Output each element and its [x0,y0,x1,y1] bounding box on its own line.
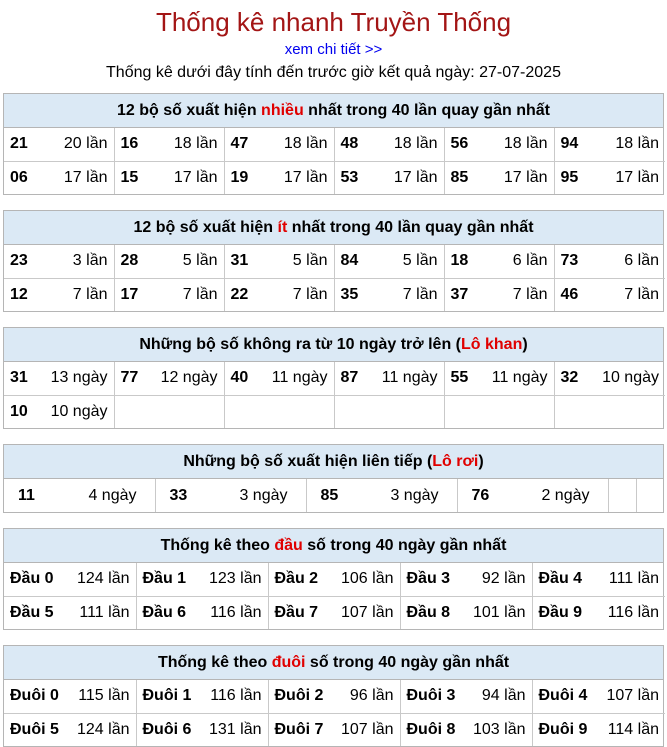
count-value: 13 ngày [50,369,108,387]
table-row [4,479,665,512]
count-value: 12 ngày [160,369,218,387]
number-label: Đuôi 7 [274,720,324,738]
stat-cell [114,362,224,395]
count-value: 7 lần [292,285,328,303]
stat-cell [4,161,114,194]
stat-cell [4,713,136,746]
stat-cell [532,680,665,713]
count-value: 3 ngày [390,486,439,504]
stat-cell [532,596,665,629]
count-value: 116 lần [210,687,262,705]
count-value: 17 lần [63,168,108,186]
stat-cell [224,362,334,395]
stat-cell [444,128,554,161]
page-title: Thống kê nhanh Truyền Thống [155,7,512,37]
stat-cell [4,563,136,596]
stat-cell [136,596,268,629]
lo-khan-table [4,362,665,428]
number-label: Đầu 5 [10,603,54,621]
stat-cell [334,278,444,311]
section-heading: Những bộ số xuất hiện liên tiếp (Lô rơi) [4,445,663,479]
count-value: 94 lần [481,687,526,705]
count-value: 107 lần [606,687,659,705]
empty-cell [636,479,665,512]
least-frequent-section [3,210,664,312]
count-value: 111 lần [79,603,130,621]
count-value: 7 lần [182,285,218,303]
most-frequent-table [4,128,665,194]
number-label: 46 [560,285,579,303]
table-row [4,161,665,194]
stat-cell [136,680,268,713]
stat-cell [532,713,665,746]
dau-table [4,563,665,629]
count-value: 5 lần [402,252,438,270]
number-label: Đầu 7 [274,603,319,621]
count-value: 18 lần [615,135,659,153]
stat-cell [4,596,136,629]
count-value: 17 lần [283,168,328,186]
dau-section [3,528,664,630]
number-label: 95 [560,168,579,186]
number-label: Đầu 4 [538,570,583,588]
stat-cell [268,680,400,713]
number-label: 53 [340,168,359,186]
number-label: Đuôi 3 [406,687,456,705]
stat-cell [444,245,554,278]
stat-cell [554,278,665,311]
stat-cell [400,680,532,713]
stat-cell [114,278,224,311]
count-value: 18 lần [173,135,218,153]
duoi-table [4,680,665,746]
number-label: 31 [10,369,28,387]
table-row [4,596,665,629]
table-row [4,680,665,713]
number-label: 15 [120,168,139,186]
number-label: 33 [169,486,188,504]
count-value: 116 lần [607,603,659,621]
stat-cell [268,713,400,746]
count-value: 5 lần [182,252,218,270]
stat-cell [114,161,224,194]
stat-cell [268,563,400,596]
stat-cell [4,128,114,161]
stat-cell [457,479,608,512]
stat-cell [554,161,665,194]
count-value: 10 ngày [602,369,659,387]
count-value: 3 lần [72,252,108,270]
duoi-section [3,645,664,747]
stat-cell [4,245,114,278]
count-value: 20 lần [63,135,108,153]
count-value: 18 lần [393,135,438,153]
stat-cell [268,596,400,629]
number-label: 37 [450,285,469,303]
lo-roi-section [3,444,664,513]
number-label: Đầu 0 [10,570,54,588]
count-value: 107 lần [341,720,394,738]
stat-cell [4,362,114,395]
count-value: 7 lần [512,285,548,303]
number-label: 16 [120,135,139,153]
number-label: 85 [450,168,469,186]
number-label: 87 [340,369,359,387]
detail-link[interactable]: xem chi tiết >> [284,41,383,58]
count-value: 11 ngày [491,369,548,387]
stat-cell [224,278,334,311]
stat-cell [334,395,444,428]
stat-cell [4,395,114,428]
number-label: 77 [120,369,139,387]
stat-cell [334,128,444,161]
number-label: Đuôi 8 [406,720,456,738]
stat-cell [114,395,224,428]
number-label: 10 [10,402,28,420]
number-label: 40 [230,369,249,387]
count-value: 11 ngày [381,369,438,387]
number-label: Đuôi 5 [10,720,59,738]
number-label: 11 [18,486,35,504]
stat-cell [136,713,268,746]
section-heading: Thống kê theo đuôi số trong 40 ngày gần nhất [4,646,663,680]
stat-cell [400,596,532,629]
stat-cell [136,563,268,596]
number-label: 73 [560,252,579,270]
stat-cell [444,161,554,194]
number-label: Đuôi 0 [10,687,59,705]
number-label: Đầu 3 [406,570,451,588]
number-label: 85 [320,486,339,504]
count-value: 116 lần [210,603,262,621]
stat-cell [532,563,665,596]
number-label: 48 [340,135,359,153]
table-row [4,278,665,311]
section-heading: Thống kê theo đầu số trong 40 ngày gần nhất [4,529,663,563]
least-frequent-table [4,245,665,311]
stat-cell [224,161,334,194]
number-label: Đuôi 2 [274,687,324,705]
stat-cell [400,713,532,746]
stat-cell [114,128,224,161]
stat-cell [4,479,155,512]
lo-roi-table [4,479,665,512]
number-label: 94 [560,135,579,153]
stat-cell [554,245,665,278]
count-value: 107 lần [341,603,394,621]
lo-khan-section [3,327,664,429]
number-label: Đuôi 1 [142,687,192,705]
empty-cell [608,479,636,512]
stat-cell [306,479,457,512]
number-label: 32 [560,369,579,387]
stat-cell [224,245,334,278]
number-label: Đầu 2 [274,570,319,588]
stat-cell [554,128,665,161]
stat-cell [155,479,306,512]
stat-cell [334,161,444,194]
count-value: 17 lần [615,168,659,186]
count-value: 124 lần [77,570,130,588]
count-value: 10 ngày [50,402,108,420]
count-value: 111 lần [608,570,659,588]
count-value: 2 ngày [541,486,590,504]
count-value: 18 lần [503,135,548,153]
number-label: 47 [230,135,249,153]
count-value: 6 lần [512,252,548,270]
stat-cell [334,245,444,278]
count-value: 17 lần [173,168,218,186]
number-label: Đầu 6 [142,603,187,621]
number-label: 21 [10,135,28,153]
number-label: 28 [120,252,139,270]
stat-cell [114,245,224,278]
number-label: 31 [230,252,249,270]
count-value: 123 lần [209,570,262,588]
section-heading: 12 bộ số xuất hiện nhiều nhất trong 40 lần quay gần nhất [4,94,663,128]
stat-cell [224,395,334,428]
count-value: 115 lần [78,687,130,705]
stat-cell [554,395,665,428]
count-value: 18 lần [283,135,328,153]
table-row [4,362,665,395]
section-heading: 12 bộ số xuất hiện ít nhất trong 40 lần quay gần nhất [4,211,663,245]
table-row [4,713,665,746]
number-label: 35 [340,285,359,303]
count-value: 114 lần [607,720,659,738]
count-value: 7 lần [72,285,108,303]
count-value: 96 lần [349,687,394,705]
stat-cell [4,680,136,713]
number-label: Đầu 9 [538,603,583,621]
count-value: 3 ngày [239,486,288,504]
number-label: 76 [471,486,490,504]
stat-cell [224,128,334,161]
section-heading: Những bộ số không ra từ 10 ngày trở lên (Lô khan) [4,328,663,362]
count-value: 101 lần [473,603,526,621]
count-value: 124 lần [77,720,130,738]
stat-cell [444,278,554,311]
stat-cell [4,278,114,311]
table-row [4,128,665,161]
number-label: Đuôi 9 [538,720,588,738]
number-label: 23 [10,252,28,270]
count-value: 6 lần [624,252,659,270]
stat-cell [334,362,444,395]
count-value: 4 ngày [88,486,137,504]
stat-cell [444,395,554,428]
count-value: 11 ngày [271,369,328,387]
count-value: 131 lần [209,720,262,738]
stat-cell [444,362,554,395]
table-row [4,395,665,428]
count-value: 7 lần [624,285,659,303]
table-row [4,245,665,278]
number-label: 56 [450,135,469,153]
number-label: 19 [230,168,249,186]
page-subtitle: Thống kê dưới đây tính đến trước giờ kết quả ngày: 27-07-2025 [106,64,561,81]
table-row [4,563,665,596]
number-label: 84 [340,252,359,270]
count-value: 17 lần [393,168,438,186]
count-value: 7 lần [402,285,438,303]
count-value: 5 lần [292,252,328,270]
count-value: 103 lần [473,720,526,738]
most-frequent-section [3,93,664,195]
number-label: 22 [230,285,249,303]
number-label: 17 [120,285,139,303]
count-value: 92 lần [481,570,526,588]
number-label: 06 [10,168,28,186]
number-label: 55 [450,369,469,387]
number-label: Đuôi 6 [142,720,192,738]
number-label: Đầu 8 [406,603,451,621]
stat-cell [554,362,665,395]
number-label: Đầu 1 [142,570,187,588]
count-value: 17 lần [503,168,548,186]
stat-cell [400,563,532,596]
number-label: 12 [10,285,28,303]
number-label: Đuôi 4 [538,687,588,705]
number-label: 18 [450,252,469,270]
count-value: 106 lần [341,570,394,588]
